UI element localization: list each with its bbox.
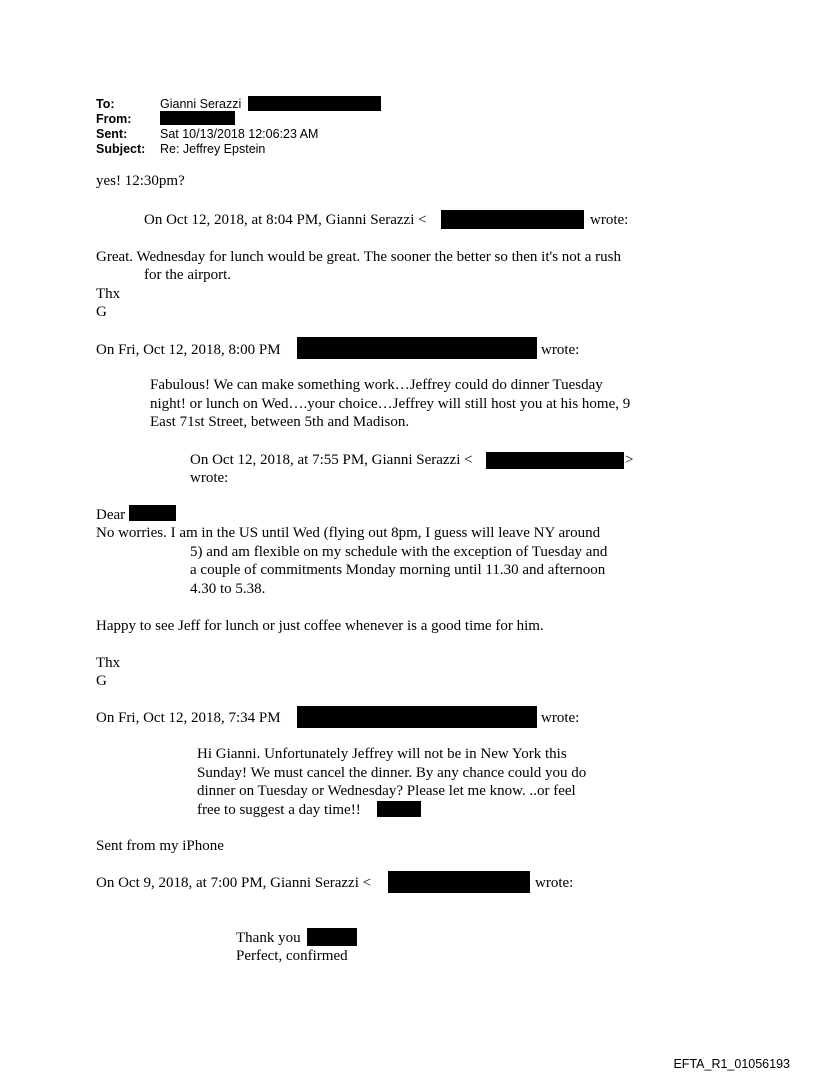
message-text: Perfect, confirmed	[236, 948, 348, 964]
redaction-bar	[486, 452, 624, 469]
header-sent-value: Sat 10/13/2018 12:06:23 AM	[160, 127, 319, 141]
redaction-bar	[297, 337, 537, 359]
message-text: Thx	[96, 655, 121, 671]
redaction-bar	[129, 505, 176, 521]
quote-wrote: wrote:	[190, 470, 229, 486]
message-text: Dear	[96, 507, 126, 523]
header-from-label: From:	[96, 112, 132, 126]
message-text: for the airport.	[144, 267, 232, 283]
message-text: G	[96, 304, 107, 320]
message-text: yes! 12:30pm?	[96, 173, 185, 189]
quote-wrote: wrote:	[541, 710, 580, 726]
redaction-bar	[388, 871, 530, 893]
quote-line: On Fri, Oct 12, 2018, 8:00 PM	[96, 342, 281, 358]
document-id: EFTA_R1_01056193	[673, 1057, 790, 1071]
message-text: Great. Wednesday for lunch would be great. The sooner the better so then it's not a rush	[96, 249, 621, 265]
redaction-bar	[297, 706, 537, 728]
message-text: G	[96, 673, 107, 689]
header-subject-label: Subject:	[96, 142, 146, 156]
message-text: No worries. I am in the US until Wed (flying out 8pm, I guess will leave NY around	[96, 525, 601, 541]
redaction-bar	[248, 96, 381, 111]
header-to-value: Gianni Serazzi	[160, 97, 242, 111]
message-text: night! or lunch on Wed….your choice…Jeffrey will still host you at his home, 9	[150, 396, 631, 412]
message-text: Happy to see Jeff for lunch or just coffee whenever is a good time for him.	[96, 618, 544, 634]
message-text: free to suggest a day time!!	[197, 802, 361, 818]
quote-wrote: wrote:	[535, 875, 574, 891]
message-text: East 71st Street, between 5th and Madison.	[150, 414, 410, 430]
message-text: 4.30 to 5.38.	[190, 581, 266, 597]
redaction-bar	[377, 801, 421, 817]
message-text: dinner on Tuesday or Wednesday? Please let me know. ..or feel	[197, 783, 576, 799]
message-text: a couple of commitments Monday morning until 11.30 and afternoon	[190, 562, 606, 578]
message-text: Sunday! We must cancel the dinner. By any chance could you do	[197, 765, 587, 781]
redaction-bar	[307, 928, 357, 946]
header-subject-value: Re: Jeffrey Epstein	[160, 142, 266, 156]
quote-wrote: wrote:	[541, 342, 580, 358]
quote-line: On Oct 12, 2018, at 7:55 PM, Gianni Serazzi <	[190, 452, 473, 468]
signature: Sent from my iPhone	[96, 838, 224, 854]
message-text: Thank you	[236, 930, 301, 946]
quote-wrote: wrote:	[590, 212, 629, 228]
message-text: 5) and am flexible on my schedule with the exception of Tuesday and	[190, 544, 608, 560]
message-text: Fabulous! We can make something work…Jeffrey could do dinner Tuesday	[150, 377, 603, 393]
header-to-label: To:	[96, 97, 115, 111]
message-text: Thx	[96, 286, 121, 302]
quote-bracket: >	[625, 452, 634, 468]
message-text: Hi Gianni. Unfortunately Jeffrey will not be in New York this	[197, 746, 567, 762]
header-sent-label: Sent:	[96, 127, 128, 141]
redaction-bar	[441, 210, 584, 229]
quote-line: On Oct 9, 2018, at 7:00 PM, Gianni Serazzi <	[96, 875, 372, 891]
redaction-bar	[160, 111, 235, 125]
quote-line: On Oct 12, 2018, at 8:04 PM, Gianni Serazzi <	[144, 212, 427, 228]
quote-line: On Fri, Oct 12, 2018, 7:34 PM	[96, 710, 281, 726]
